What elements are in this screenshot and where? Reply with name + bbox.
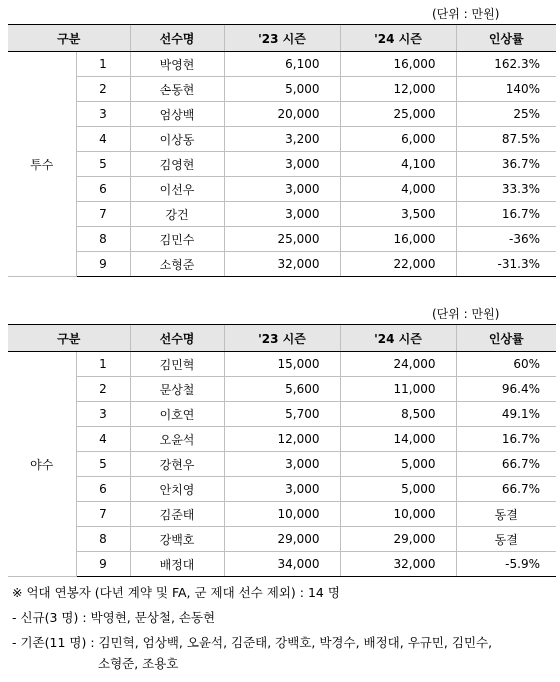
- row-number: 5: [76, 452, 130, 477]
- row-number: 6: [76, 177, 130, 202]
- row-number: 2: [76, 377, 130, 402]
- player-name: 배정대: [130, 552, 224, 577]
- salary-2024: 4,100: [340, 152, 456, 177]
- unit-label-bottom: (단위 : 만원): [432, 307, 500, 321]
- salary-2023: 5,700: [224, 402, 340, 427]
- salary-2024: 5,000: [340, 477, 456, 502]
- header-raise-rate: 인상률: [456, 25, 556, 52]
- raise-rate: 66.7%: [456, 477, 556, 502]
- table-row: [8, 552, 556, 577]
- row-number: 7: [76, 502, 130, 527]
- salary-2024: 16,000: [340, 52, 456, 77]
- salary-2024: 4,000: [340, 177, 456, 202]
- salary-2024: 5,000: [340, 452, 456, 477]
- row-number: 6: [76, 477, 130, 502]
- salary-2024: 10,000: [340, 502, 456, 527]
- player-name: 김준태: [130, 502, 224, 527]
- raise-rate: -31.3%: [456, 252, 556, 277]
- salary-2024: 14,000: [340, 427, 456, 452]
- table-row: [8, 177, 556, 202]
- header-player-name: 선수명: [130, 25, 224, 52]
- raise-rate: 36.7%: [456, 152, 556, 177]
- note-high-salary-count: ※ 억대 연봉자 (다년 계약 및 FA, 군 제대 선수 제외) : 14 명: [12, 585, 340, 600]
- raise-rate: 140%: [456, 77, 556, 102]
- row-number: 5: [76, 152, 130, 177]
- salary-2024: 32,000: [340, 552, 456, 577]
- player-name: 박영현: [130, 52, 224, 77]
- salary-2023: 20,000: [224, 102, 340, 127]
- header-group: 구분: [8, 25, 130, 52]
- raise-rate: 87.5%: [456, 127, 556, 152]
- salary-2024: 22,000: [340, 252, 456, 277]
- player-name: 김민수: [130, 227, 224, 252]
- raise-rate: 16.7%: [456, 427, 556, 452]
- salary-2023: 3,000: [224, 452, 340, 477]
- row-number: 3: [76, 402, 130, 427]
- header-season-24: '24 시즌: [340, 25, 456, 52]
- raise-rate: 162.3%: [456, 52, 556, 77]
- table-header-row: [8, 325, 556, 352]
- row-number: 4: [76, 427, 130, 452]
- salary-2023: 5,600: [224, 377, 340, 402]
- player-name: 문상철: [130, 377, 224, 402]
- row-number: 9: [76, 252, 130, 277]
- salary-2023: 3,200: [224, 127, 340, 152]
- table-row: [8, 127, 556, 152]
- table-row: [8, 377, 556, 402]
- table-row: [8, 227, 556, 252]
- table-header-row: [8, 25, 556, 52]
- raise-rate: -5.9%: [456, 552, 556, 577]
- player-name: 소형준: [130, 252, 224, 277]
- player-name: 안치영: [130, 477, 224, 502]
- salary-2024: 24,000: [340, 352, 456, 377]
- header-group: 구분: [8, 325, 130, 352]
- salary-2024: 25,000: [340, 102, 456, 127]
- note-existing-players: - 기존(11 명) : 김민혁, 엄상백, 오윤석, 김준태, 강백호, 박경수, 배정대, 우규민, 김민수,: [12, 635, 493, 650]
- row-number: 8: [76, 227, 130, 252]
- salary-2024: 8,500: [340, 402, 456, 427]
- header-season-23: '23 시즌: [224, 325, 340, 352]
- player-name: 김영현: [130, 152, 224, 177]
- player-name: 강현우: [130, 452, 224, 477]
- table-row: [8, 527, 556, 552]
- fielder-salary-table: [8, 324, 556, 577]
- salary-2023: 29,000: [224, 527, 340, 552]
- salary-2023: 3,000: [224, 152, 340, 177]
- table-row: [8, 402, 556, 427]
- table-row: [8, 202, 556, 227]
- salary-2023: 3,000: [224, 177, 340, 202]
- note-existing-players-cont: 소형준, 조용호: [98, 656, 179, 671]
- salary-2023: 34,000: [224, 552, 340, 577]
- player-name: 이상동: [130, 127, 224, 152]
- header-season-23: '23 시즌: [224, 25, 340, 52]
- raise-rate: 60%: [456, 352, 556, 377]
- header-player-name: 선수명: [130, 325, 224, 352]
- raise-rate: 96.4%: [456, 377, 556, 402]
- row-number: 4: [76, 127, 130, 152]
- table-row: [8, 102, 556, 127]
- table-row: [8, 252, 556, 277]
- row-number: 2: [76, 77, 130, 102]
- raise-rate: 16.7%: [456, 202, 556, 227]
- note-new-players: - 신규(3 명) : 박영현, 문상철, 손동현: [12, 610, 216, 625]
- salary-2024: 12,000: [340, 77, 456, 102]
- notes-section: [12, 582, 492, 674]
- player-name: 손동현: [130, 77, 224, 102]
- table-row: [8, 427, 556, 452]
- header-raise-rate: 인상률: [456, 325, 556, 352]
- player-name: 강백호: [130, 527, 224, 552]
- salary-2023: 25,000: [224, 227, 340, 252]
- row-number: 1: [76, 352, 130, 377]
- salary-2024: 16,000: [340, 227, 456, 252]
- raise-rate: 동결: [456, 502, 556, 527]
- player-name: 이호연: [130, 402, 224, 427]
- salary-2024: 3,500: [340, 202, 456, 227]
- row-number: 7: [76, 202, 130, 227]
- table-row: [8, 52, 556, 77]
- raise-rate: 동결: [456, 527, 556, 552]
- header-season-24: '24 시즌: [340, 325, 456, 352]
- group-label: 투수: [8, 52, 76, 277]
- table-row: [8, 477, 556, 502]
- salary-2023: 32,000: [224, 252, 340, 277]
- salary-2023: 6,100: [224, 52, 340, 77]
- player-name: 강건: [130, 202, 224, 227]
- player-name: 김민혁: [130, 352, 224, 377]
- player-name: 이선우: [130, 177, 224, 202]
- unit-label-top: (단위 : 만원): [432, 7, 500, 21]
- group-label: 야수: [8, 352, 76, 577]
- table-row: [8, 352, 556, 377]
- salary-2023: 5,000: [224, 77, 340, 102]
- salary-2023: 12,000: [224, 427, 340, 452]
- salary-2024: 6,000: [340, 127, 456, 152]
- pitcher-salary-table: [8, 24, 556, 277]
- player-name: 오윤석: [130, 427, 224, 452]
- salary-2023: 3,000: [224, 477, 340, 502]
- row-number: 1: [76, 52, 130, 77]
- salary-2023: 3,000: [224, 202, 340, 227]
- salary-2023: 15,000: [224, 352, 340, 377]
- row-number: 3: [76, 102, 130, 127]
- row-number: 9: [76, 552, 130, 577]
- table-row: [8, 452, 556, 477]
- table-row: [8, 152, 556, 177]
- salary-2024: 29,000: [340, 527, 456, 552]
- raise-rate: 25%: [456, 102, 556, 127]
- table-row: [8, 502, 556, 527]
- raise-rate: -36%: [456, 227, 556, 252]
- raise-rate: 66.7%: [456, 452, 556, 477]
- table-row: [8, 77, 556, 102]
- raise-rate: 49.1%: [456, 402, 556, 427]
- salary-2024: 11,000: [340, 377, 456, 402]
- row-number: 8: [76, 527, 130, 552]
- salary-2023: 10,000: [224, 502, 340, 527]
- player-name: 엄상백: [130, 102, 224, 127]
- raise-rate: 33.3%: [456, 177, 556, 202]
